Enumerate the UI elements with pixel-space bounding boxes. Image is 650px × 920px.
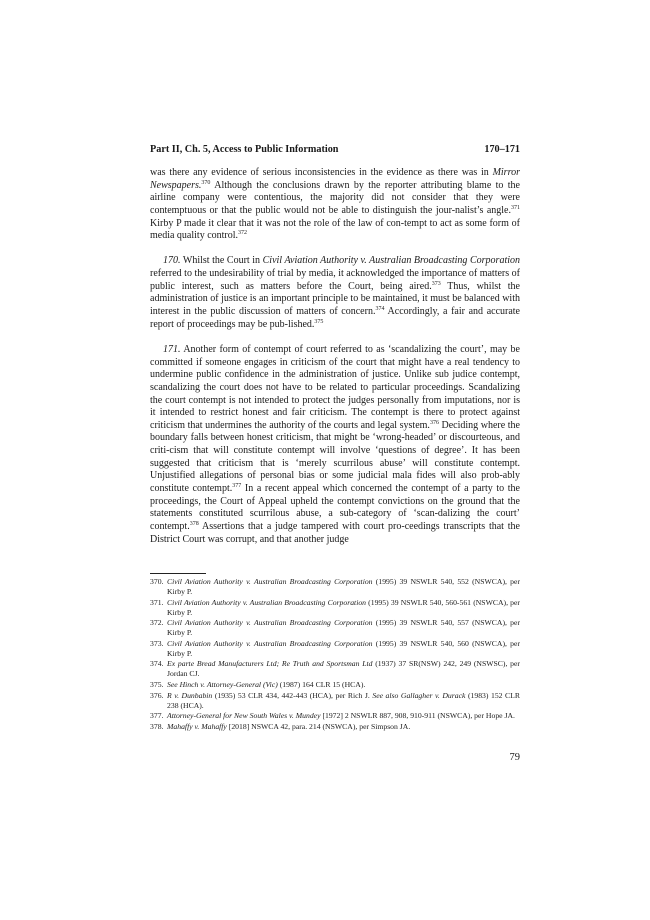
paragraph-number: 171. — [163, 343, 181, 355]
footnote-ref-377[interactable]: 377 — [232, 483, 242, 490]
footnote-text: Civil Aviation Authority v. Australian Broadcasting Corporation (1995) 39 NSWLR 540, 560-561 (NSWCA), per Kirby P. — [167, 597, 520, 617]
case-name: Mirror Newspapers. — [150, 167, 520, 191]
footnote-number: 378. — [150, 721, 164, 731]
paragraph-continuation: was there any evidence of serious inconsistencies in the evidence as there was in Mirror Newspapers.$^{370}$ Although the conclusions drawn by the reporter attributing blame to the airline company were contentious, the majority did not consider that they were contemptuous or that the public would not be able to distinguish the jour-nalist’s angle.$^{371}$ Kirby P made it clear that it was not the role of the law of con-tempt to act as some form of media quality control.$^{372}$ — [150, 167, 520, 242]
footnotes — [150, 577, 520, 732]
footnote-number: 373. — [150, 638, 164, 648]
footnote — [150, 711, 520, 721]
footnote-ref-372[interactable]: 372 — [238, 230, 248, 237]
footnote — [150, 722, 520, 732]
running-header-title: Part II, Ch. 5, Access to Public Information — [150, 144, 339, 155]
footnote-text: Attorney-General for New South Wales v. Mundey [1972] 2 NSWLR 887, 908, 910-911 (NSWCA), per Hope JA. — [167, 711, 515, 721]
footnote — [150, 691, 520, 711]
page-number: 79 — [509, 752, 520, 763]
paragraph-170: 170. Whilst the Court in Civil Aviation Authority v. Australian Broadcasting Corporation referred to the undesirability of trial by media, it acknowledged the importance of matters of public interest, such as matters before the Court, being aired.$^{373}$ Thus, whilst the administration of justice is an important principle to be maintained, it must be balanced with interest in the public discussion of matters of concern.$^{374}$ Accordingly, a fair and accurate report of proceedings may be pub-lished.$^{375}$ — [150, 255, 521, 330]
footnote-number: 371. — [150, 597, 164, 607]
running-header-paragraph-range: 170–171 — [484, 144, 520, 155]
footnote-text: See Hinch v. Attorney-General (Vic) (1987) 164 CLR 15 (HCA). — [167, 679, 366, 689]
footnote-text: Civil Aviation Authority v. Australian Broadcasting Corporation (1995) 39 NSWLR 540, 560 (NSWCA), per Kirby P. — [167, 638, 520, 658]
footnote-ref-374[interactable]: 374 — [375, 306, 385, 313]
footnote — [150, 577, 520, 597]
footnote-text: Ex parte Bread Manufacturers Ltd; Re Truth and Sportsman Ltd (1937) 37 SR(NSW) 242, 249 (NSWSC), per Jordan CJ. — [167, 659, 520, 679]
footnote — [150, 680, 520, 690]
footnote-ref-378[interactable]: 378 — [189, 521, 199, 528]
case-name: Civil Aviation Authority v. Australian Broadcasting Corporation — [262, 255, 521, 267]
footnote-number: 374. — [150, 659, 164, 669]
footnote-number: 370. — [150, 577, 164, 586]
footnote-number: 376. — [150, 690, 164, 700]
body-text — [150, 167, 520, 546]
footnote-ref-371[interactable]: 371 — [511, 204, 520, 211]
footnote — [150, 659, 520, 679]
footnote-ref-373[interactable]: 373 — [431, 280, 441, 287]
footnote-divider — [150, 573, 206, 574]
footnote-number: 375. — [150, 679, 164, 689]
footnote-ref-375[interactable]: 375 — [314, 318, 324, 325]
footnote-ref-376[interactable]: 376 — [429, 419, 439, 426]
footnote-text: Civil Aviation Authority v. Australian Broadcasting Corporation (1995) 39 NSWLR 540, 557 (NSWCA), per Kirby P. — [167, 618, 520, 638]
footnote — [150, 618, 520, 638]
footnote-ref-370[interactable]: 370 — [201, 179, 211, 186]
footnote-text: Mahaffy v. Mahaffy [2018] NSWCA 42, para. 214 (NSWCA), per Simpson JA. — [167, 721, 411, 731]
footnote-text: R v. Dunbabin (1935) 53 CLR 434, 442-443 (HCA), per Rich J. See also Gallagher v. Durack (1983) 152 CLR 238 (HCA). — [167, 690, 520, 710]
footnote — [150, 639, 520, 659]
footnote-number: 372. — [150, 618, 164, 628]
paragraph-171: 171. Another form of contempt of court referred to as ‘scandalizing the court’, may be committed if someone engages in criticism of the court that might have a real tendency to undermine public confidence in the administration of justice. Unlike sub judice contempt, scandalizing the court does not have to be related to particular proceedings. Scandalizing the court contempt is not intended to protect the judges personally from imputations, nor is it intended to restrict honest and fair criticism. The contempt is there to protect against criticism that undermines the authority of the courts and legal system.$^{376}$ Deciding where the boundary falls between honest criticism, that might be ‘wrong-headed’ or discourteous, and criti-cism that will constitute contempt will involve ‘questions of degree’. It has been suggested that criticism that is ‘merely scurrilous abuse’ will constitute contempt. Unjustified allegations of personal bias or some judicial mala fides will also prob-ably constitute contempt.$^{377}$ In a recent appeal which concerned the contempt of a party to the proceedings, the Court of Appeal upheld the contempt convictions on the ground that the statements constituted scurrilous abuse, a sub-category of ‘scan-dalizing the court’ contempt.$^{378}$ Assertions that a judge tampered with court pro-ceedings transcripts that the District Court was corrupt, and that another judge — [150, 343, 520, 545]
paragraph-number: 170. — [163, 255, 181, 267]
footnote-text: Civil Aviation Authority v. Australian Broadcasting Corporation (1995) 39 NSWLR 540, 552 (NSWCA), per Kirby P. — [167, 577, 520, 596]
footnote-number: 377. — [150, 711, 164, 721]
footnote — [150, 598, 520, 618]
